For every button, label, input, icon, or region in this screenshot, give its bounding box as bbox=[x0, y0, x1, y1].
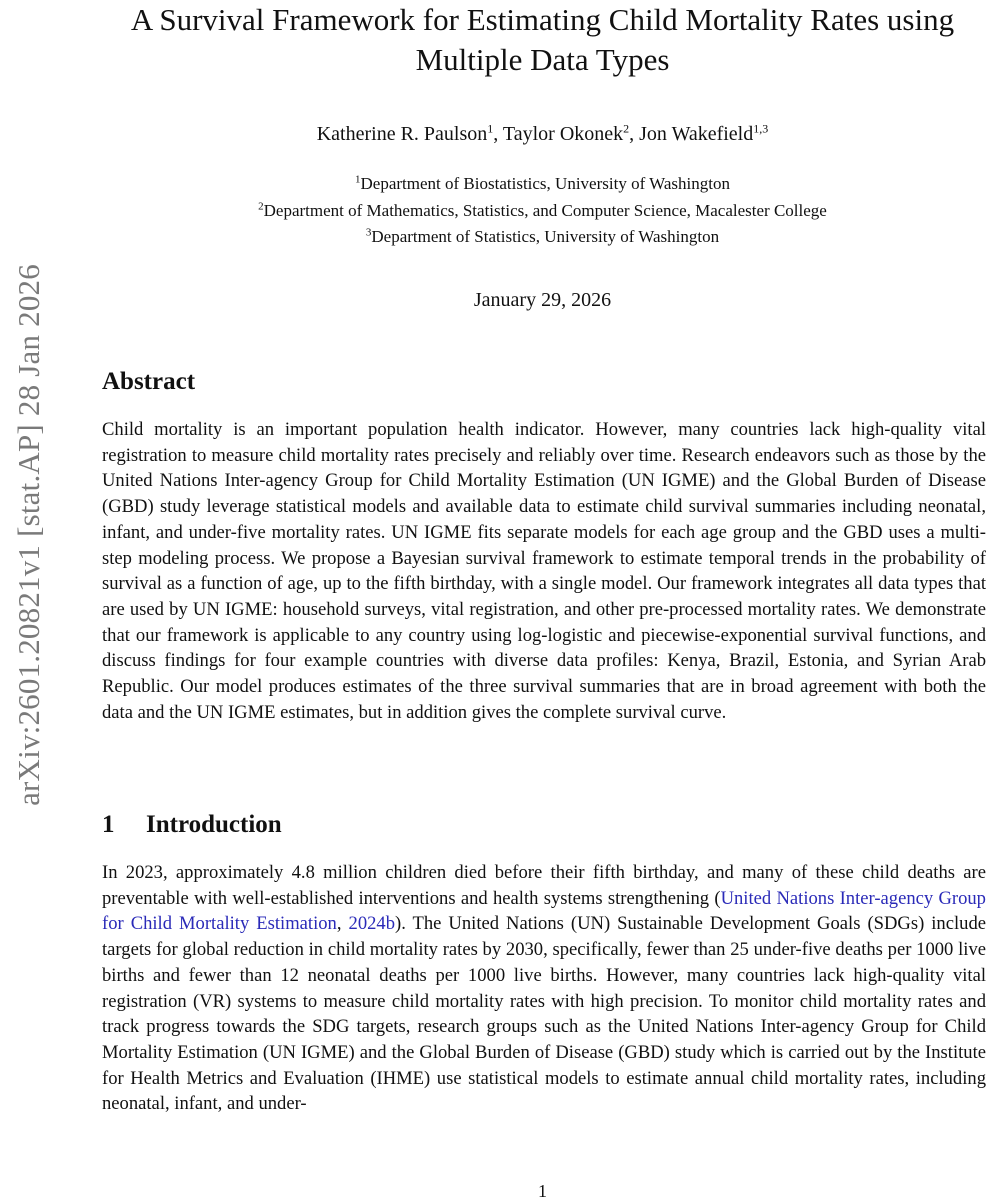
author-name: Taylor Okonek bbox=[502, 123, 624, 145]
introduction-heading bbox=[102, 810, 282, 840]
paper-title-line-2: Multiple Data Types bbox=[415, 42, 670, 77]
page-number: 1 bbox=[538, 1181, 547, 1201]
section-number: 1 bbox=[102, 811, 115, 838]
abstract-heading: Abstract bbox=[102, 368, 196, 395]
author-list: Katherine R. Paulson$^1$, Taylor Okonek$^2$, Jon Wakefield$^{1,3}$ bbox=[316, 121, 769, 145]
arxiv-identifier: arXiv:2601.20821v1 [stat.AP] 28 Jan 2026 bbox=[11, 264, 46, 806]
paper-title-line-1: A Survival Framework for Estimating Child Mortality Rates using bbox=[130, 2, 955, 37]
affiliation-mark: 3 bbox=[365, 226, 372, 239]
affiliation-line bbox=[100, 171, 985, 198]
author-affiliation-mark: 1 bbox=[487, 121, 494, 136]
affiliation-text: Department of Mathematics, Statistics, and Computer Science, Macalester College bbox=[263, 200, 827, 220]
publication-date: January 29, 2026 bbox=[473, 289, 612, 311]
affiliation-mark: 2 bbox=[258, 199, 264, 212]
affiliation-line bbox=[100, 198, 985, 225]
author-affiliation-mark: 1,3 bbox=[753, 121, 769, 136]
affiliation-list bbox=[100, 171, 985, 251]
introduction-body bbox=[102, 860, 986, 1117]
affiliation-mark: 1 bbox=[355, 173, 361, 186]
abstract-body: Child mortality is an important population health indicator. However, many countries lack high-quality vital registration to measure child mortality rates precisely and reliably over time. Research endeavors such as those by the United Nations Inter-agency Group for Child Mortality Estimation (UN IGME) and the Global Burden of Disease (GBD) study leverage statistical models and available data to estimate child survival summaries including neonatal, infant, and under-five mortality rates. UN IGME fits separate models for each age group and the GBD uses a multi-step modeling process. We propose a Bayesian survival framework to estimate temporal trends in the probability of survival as a function of age, up to the fifth birthday, with a single model. Our framework integrates all data types that are used by UN IGME: household surveys, vital registration, and other pre-processed mortality rates. We demonstrate that our framework is applicable to any country using log-logistic and piecewise-exponential survival functions, and discuss findings for four example countries with diverse data profiles: Kenya, Brazil, Estonia, and Syrian Arab Republic. Our model produces estimates of the three survival summaries that are in broad agreement with both the data and the UN IGME estimates, but in addition gives the complete survival curve. bbox=[102, 419, 986, 723]
paper-title bbox=[100, 0, 985, 80]
section-title: Introduction bbox=[146, 811, 282, 838]
affiliation-line bbox=[100, 224, 985, 251]
author-name: Jon Wakefield bbox=[639, 123, 754, 145]
citation-separator: , bbox=[336, 913, 349, 935]
intro-text-after-citation: ). The United Nations (UN) Sustainable Development Goals (SDGs) include targets for global reduction in child mortality rates by 2030, specifically, fewer than 25 under-five deaths per 1000 live births and fewer than 12 neonatal deaths per 1000 live births. However, many countries lack high-quality vital registration (VR) systems to measure child mortality rates with high precision. To monitor child mortality rates and track progress towards the SDG targets, research groups such as the United Nations Inter-agency Group for Child Mortality Estimation (UN IGME) and the Global Burden of Disease (GBD) study which is carried out by the Institute for Health Metrics and Evaluation (IHME) use statistical models to estimate annual child mortality rates, including neonatal, infant, and under- bbox=[102, 913, 986, 1115]
citation-author-link[interactable]: United Nations Inter-agency Group for Child Mortality Estimation bbox=[102, 887, 986, 935]
affiliation-text: Department of Statistics, University of Washington bbox=[371, 227, 720, 246]
affiliation-text: Department of Biostatistics, University of Washington bbox=[360, 174, 730, 193]
intro-text-before-citation: In 2023, approximately 4.8 million children died before their fifth birthday, and many of these child deaths are preventable with well-established interventions and health systems strengthening ( bbox=[102, 862, 986, 909]
arxiv-sidebar bbox=[11, 195, 46, 875]
author-name: Katherine R. Paulson bbox=[316, 123, 488, 145]
author-affiliation-mark: 2 bbox=[623, 121, 630, 136]
citation-year-link[interactable]: 2024b bbox=[348, 913, 395, 935]
